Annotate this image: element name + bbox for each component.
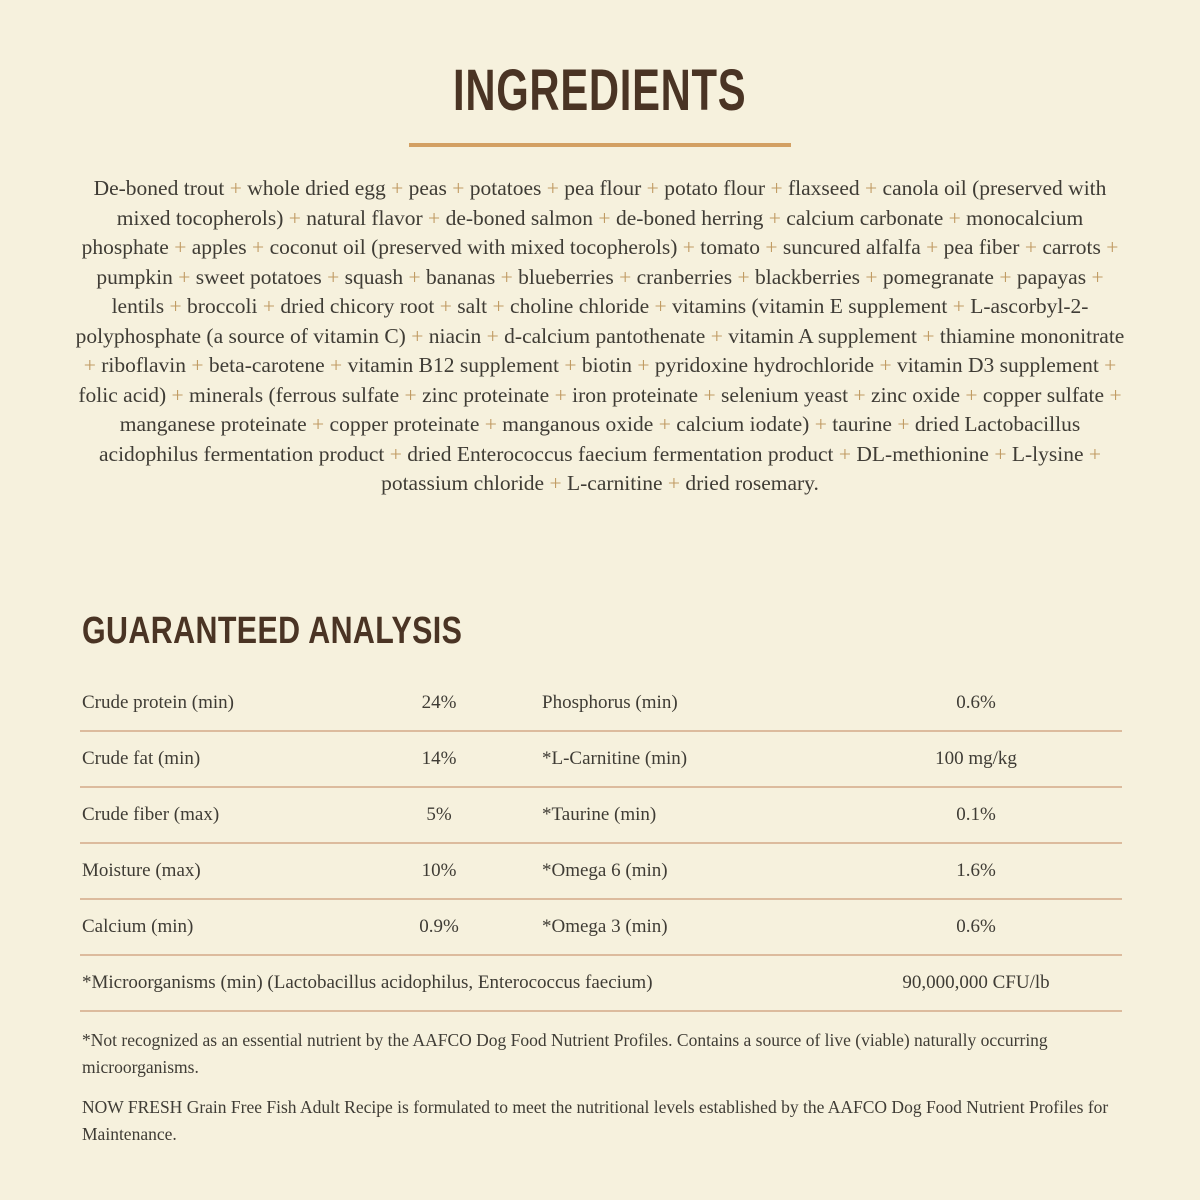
ingredient-separator: + (860, 264, 883, 289)
ingredient-item: DL-methionine (856, 441, 989, 466)
ingredient-item: potato flour (664, 176, 766, 200)
nutrient-label: *Microorganisms (min) (Lactobacillus acidophilus, Enterococcus faecium) (82, 971, 653, 993)
footnote-essential-nutrient: *Not recognized as an essential nutrient by the AAFCO Dog Food Nutrient Profiles. Contains a source of live (viable) naturally occurring microorganisms. (82, 1029, 1048, 1077)
ingredient-item: suncured alfalfa (782, 235, 921, 259)
ingredient-item: L-carnitine (566, 471, 663, 495)
ingredient-item: L-ascorbyl-2-polyphosphate (a source of vitamin C) (75, 294, 1089, 348)
ingredient-item: copper proteinate (329, 412, 480, 436)
nutrient-label: Crude fat (min) (82, 747, 201, 769)
ingredient-item: manganous oxide (502, 412, 654, 436)
ingredient-separator: + (434, 294, 458, 318)
ingredient-separator: + (168, 235, 192, 259)
ingredient-separator: + (479, 412, 503, 436)
ingredient-item: calcium carbonate (786, 205, 944, 230)
analysis-row (80, 844, 1122, 900)
ingredient-item: vitamins (vitamin E supplement (672, 294, 948, 318)
ingredient-item: dried rosemary. (685, 471, 819, 495)
ingredients-title (0, 58, 1200, 123)
ingredient-separator: + (947, 294, 971, 318)
ingredient-separator: + (988, 441, 1012, 466)
ingredient-separator: + (891, 412, 915, 436)
ingredient-separator: + (166, 382, 190, 407)
nutrient-label: Crude protein (min) (82, 691, 234, 713)
ingredient-item: cranberries (636, 264, 733, 289)
nutrient-value: 14% (421, 747, 457, 769)
ingredient-item: dried Enterococcus faecium fermentation product (407, 441, 834, 466)
ingredient-separator: + (859, 176, 883, 200)
ingredient-separator: + (874, 353, 897, 377)
ingredient-item: flaxseed (788, 176, 860, 200)
ingredient-separator: + (763, 205, 787, 230)
ingredient-separator: + (321, 264, 345, 289)
ingredient-item: canola oil (preserved with mixed tocopherols) (116, 176, 1107, 230)
nutrient-value: 10% (421, 859, 457, 881)
ingredient-item: de-boned herring (615, 205, 764, 230)
nutrient-label: Moisture (max) (82, 859, 201, 881)
ingredient-item: carrots (1042, 235, 1101, 259)
nutrient-label: Phosphorus (min) (542, 691, 678, 713)
ingredient-separator: + (257, 294, 281, 318)
ingredient-separator: + (541, 176, 565, 200)
ingredient-separator: + (1086, 264, 1104, 289)
ingredient-item: dried Lactobacillus acidophilus fermentation product (98, 412, 1081, 466)
ingredient-item: selenium yeast (720, 382, 849, 407)
ingredient-item: pomegranate (882, 264, 994, 289)
ingredient-item: folic acid) (78, 382, 167, 407)
ingredient-item: minerals (ferrous sulfate (189, 382, 400, 407)
ingredient-item: beta-carotene (208, 353, 325, 377)
ingredient-separator: + (649, 294, 673, 318)
nutrient-value: 0.1% (956, 803, 996, 825)
ingredient-item: coconut oil (preserved with mixed tocopherols) (269, 235, 678, 259)
ingredient-item: lentils (111, 294, 165, 318)
ingredient-separator: + (172, 264, 196, 289)
ingredient-separator: + (283, 205, 307, 230)
ingredients-section (0, 0, 1200, 499)
nutrient-label: Crude fiber (max) (82, 803, 220, 825)
ingredient-item: monocalcium phosphate (81, 205, 1084, 259)
ingredient-item: L-lysine (1011, 441, 1084, 466)
ingredient-separator: + (224, 176, 248, 200)
ingredient-item: sweet potatoes (195, 264, 322, 289)
guaranteed-analysis-title (82, 610, 1200, 654)
ingredient-separator: + (446, 176, 470, 200)
ingredients-title-text: INGREDIENTS (453, 58, 747, 123)
ingredient-separator: + (487, 294, 511, 318)
ingredient-item: zinc oxide (871, 382, 960, 407)
ingredient-separator: + (481, 323, 505, 348)
nutrient-value: 24% (421, 691, 457, 713)
ingredient-item: zinc proteinate (422, 382, 550, 407)
ingredient-item: biotin (581, 353, 633, 377)
ingredient-separator: + (593, 205, 616, 230)
ingredient-item: broccoli (187, 294, 258, 318)
ingredient-item: squash (344, 264, 404, 289)
ingredient-separator: + (698, 382, 721, 407)
ingredient-separator: + (943, 205, 967, 230)
ingredient-separator: + (613, 264, 637, 289)
ingredient-item: whole dried egg (247, 176, 386, 200)
nutrient-value: 0.9% (419, 915, 459, 937)
ingredient-item: riboflavin (101, 353, 186, 377)
nutrient-label: Calcium (min) (82, 915, 194, 937)
ingredient-separator: + (164, 294, 188, 318)
ingredient-separator: + (324, 353, 348, 377)
ingredient-separator: + (1100, 235, 1119, 259)
ingredient-item: vitamin D3 supplement (896, 353, 1099, 377)
nutrient-value: 5% (426, 803, 452, 825)
ingredient-separator: + (662, 471, 686, 495)
ingredient-item: pea fiber (943, 235, 1020, 259)
ingredient-item: pyridoxine hydrochloride (654, 353, 875, 377)
ingredient-separator: + (246, 235, 270, 259)
ingredient-item: potassium chloride (381, 471, 545, 495)
ingredient-separator: + (960, 382, 983, 407)
ingredient-separator: + (405, 323, 429, 348)
ingredient-separator: + (384, 441, 408, 466)
footnote-aafco-statement: NOW FRESH Grain Free Fish Adult Recipe is formulated to meet the nutritional levels established by the AAFCO Dog Food Nutrient Profiles for Maintenance. (82, 1096, 1109, 1145)
ingredient-separator: + (653, 412, 677, 436)
ingredient-separator: + (544, 471, 567, 495)
ingredient-item: manganese proteinate (119, 412, 307, 436)
guaranteed-analysis-title-text: GUARANTEED ANALYSIS (82, 610, 463, 652)
ingredient-separator: + (186, 353, 209, 377)
ingredient-item: iron proteinate (572, 382, 699, 407)
ingredient-item: apples (191, 235, 247, 259)
ingredient-separator: + (1083, 441, 1102, 466)
ingredient-item: calcium iodate) (676, 412, 810, 436)
ingredient-item: De-boned trout (93, 176, 225, 200)
analysis-row (80, 788, 1122, 844)
ingredient-separator: + (549, 382, 573, 407)
ingredient-separator: + (848, 382, 872, 407)
ingredient-item: niacin (428, 323, 482, 348)
ingredient-item: vitamin B12 supplement (347, 353, 559, 377)
nutrient-label: *Taurine (min) (542, 803, 657, 825)
ingredient-separator: + (306, 412, 330, 436)
ingredient-item: choline chloride (510, 294, 650, 318)
ingredient-separator: + (558, 353, 582, 377)
nutrient-label: *Omega 6 (min) (542, 859, 668, 881)
ingredient-separator: + (403, 264, 427, 289)
ingredient-separator: + (422, 205, 446, 230)
ingredient-item: d-calcium pantothenate (504, 323, 706, 348)
ingredient-item: pea flour (564, 176, 642, 200)
ingredient-item: bananas (426, 264, 496, 289)
ingredient-item: salt (457, 294, 488, 318)
ingredient-item: thiamine mononitrate (939, 323, 1125, 348)
ingredient-separator: + (677, 235, 701, 259)
ingredient-item: peas (408, 176, 447, 200)
nutrient-label: *Omega 3 (min) (542, 915, 668, 937)
ingredient-item: dried chicory root (280, 294, 435, 318)
ingredient-separator: + (1019, 235, 1043, 259)
ingredient-item: natural flavor (306, 205, 423, 230)
ingredient-item: pumpkin (96, 264, 173, 289)
title-underline-rule (409, 143, 791, 147)
ingredient-separator: + (833, 441, 857, 466)
nutrient-value: 90,000,000 CFU/lb (902, 971, 1050, 993)
ingredient-separator: + (920, 235, 944, 259)
analysis-row (80, 676, 1122, 732)
ingredient-separator: + (632, 353, 655, 377)
ingredient-separator: + (759, 235, 783, 259)
nutrient-value: 0.6% (956, 915, 996, 937)
nutrient-value: 1.6% (956, 859, 996, 881)
nutrient-label: *L-Carnitine (min) (542, 747, 688, 769)
ingredient-separator: + (385, 176, 409, 200)
analysis-row (80, 732, 1122, 788)
ingredient-separator: + (1098, 353, 1117, 377)
ingredient-separator: + (83, 353, 102, 377)
ingredient-separator: + (765, 176, 788, 200)
ingredient-item: blackberries (754, 264, 861, 289)
analysis-row (80, 900, 1122, 956)
ingredient-item: taurine (832, 412, 892, 436)
ingredient-item: potatoes (469, 176, 542, 200)
ingredient-separator: + (495, 264, 519, 289)
ingredient-item: tomato (700, 235, 760, 259)
guaranteed-analysis-table (80, 676, 1122, 1012)
guaranteed-analysis-section (0, 610, 1200, 1148)
ingredient-item: copper sulfate (982, 382, 1105, 407)
ingredient-separator: + (993, 264, 1017, 289)
ingredient-separator: + (705, 323, 729, 348)
ingredient-separator: + (641, 176, 665, 200)
ingredient-separator: + (809, 412, 833, 436)
ingredient-item: papayas (1016, 264, 1087, 289)
ingredient-item: de-boned salmon (445, 205, 594, 230)
ingredient-separator: + (399, 382, 423, 407)
ingredient-item: vitamin A supplement (728, 323, 917, 348)
ingredient-separator: + (1104, 382, 1122, 407)
nutrient-value: 0.6% (956, 691, 996, 713)
ingredients-list (71, 174, 1129, 499)
ingredient-separator: + (732, 264, 755, 289)
analysis-row-microorganisms (80, 956, 1122, 1012)
ingredient-item: blueberries (518, 264, 614, 289)
ingredient-separator: + (916, 323, 940, 348)
nutrient-value: 100 mg/kg (935, 747, 1017, 769)
